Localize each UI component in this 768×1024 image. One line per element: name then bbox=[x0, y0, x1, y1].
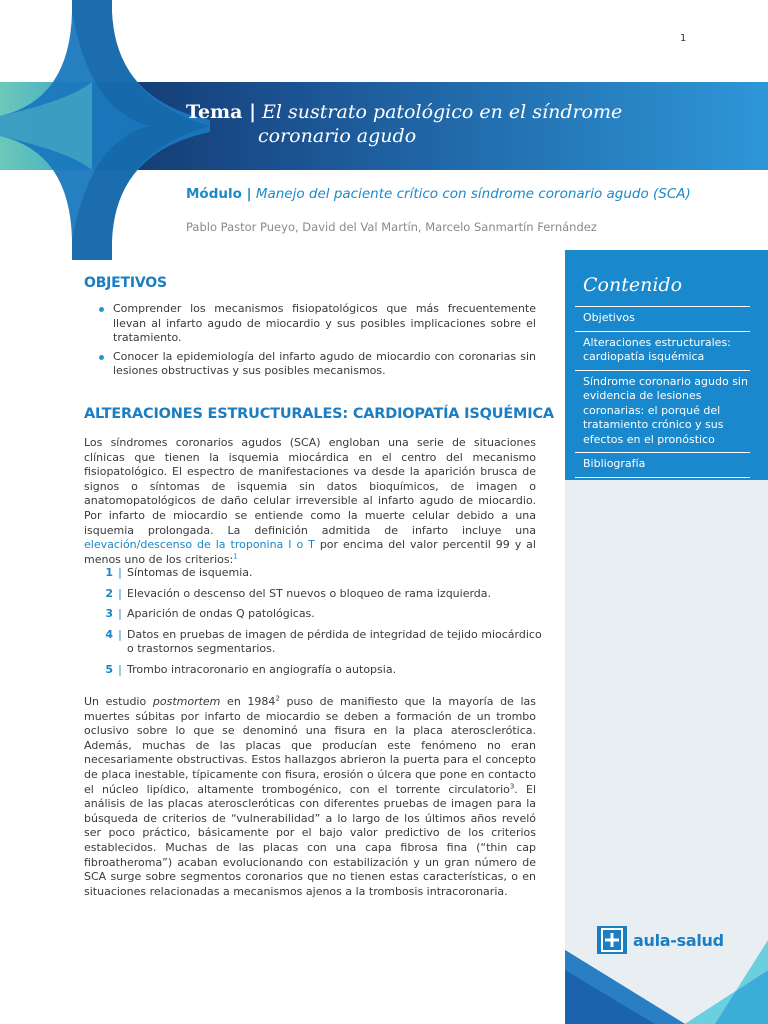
objective-item: Comprender los mecanismos fisiopatológicos que más frecuentemente llevan al infarto agudo de miocardio y sus posibles implicaciones sobre el tratamiento. bbox=[84, 302, 536, 346]
paragraph-text: Los síndromes coronarios agudos (SCA) engloban una serie de situaciones clínicas que tienen la isquemia miocárdica en el centro del mecanismo fisiopatológico. El espectro de manifestaciones va desde la aparición brusca de signos o síntomas de isquemia sin datos bioquímicos, de imagen o anatomopatológicos de daño celular irreversible al infarto agudo de miocardio. Por infarto de miocardio se entiende como la muerte celular debido a una isquemia prolongada. La definición admitida de infarto incluye una bbox=[84, 436, 536, 537]
objectives-list bbox=[84, 302, 536, 383]
paragraph-text-tail: por encima del valor percentil 99 y al menos uno de los criterios: bbox=[84, 538, 536, 566]
module-label: Módulo | bbox=[186, 186, 252, 202]
module-name: Manejo del paciente crítico con síndrome coronario agudo (SCA) bbox=[255, 186, 691, 202]
topic-title-line2: coronario agudo bbox=[258, 125, 417, 147]
topic-title-line1: El sustrato patológico en el síndrome bbox=[262, 101, 623, 123]
paragraph-text: en 1984 bbox=[220, 695, 276, 708]
intro-paragraph bbox=[84, 436, 536, 567]
objectives-heading: OBJETIVOS bbox=[84, 275, 167, 291]
criteria-item bbox=[92, 566, 542, 581]
criteria-separator: | bbox=[118, 586, 122, 600]
topic-label: Tema | bbox=[186, 101, 256, 123]
paragraph-text: puso de manifiesto que la mayoría de las muertes súbitas por infarto de miocardio se deben a formación de un trombo oclusivo sobre lo que se denominó una fisura en la placa aterosclerótica. Además, muchas de las placas que producían este fenómeno no eran necesariamente obstructivas. Estos hallazgos abrieron la puerta para el concepto de placa inestable, típicamente con fisura, erosión o úlcera que pone en contacto el núcleo lipídico, altamente trombogénico, con el torrente circulatorio bbox=[84, 695, 536, 796]
criteria-number: 4 bbox=[105, 627, 113, 641]
criteria-item bbox=[92, 628, 542, 657]
authors: Pablo Pastor Pueyo, David del Val Martín, Marcelo Sanmartín Fernández bbox=[186, 220, 597, 234]
toc-item-alteraciones[interactable]: Alteraciones estructurales: cardiopatía isquémica bbox=[575, 332, 750, 371]
criteria-separator: | bbox=[118, 627, 122, 641]
page-number: 1 bbox=[680, 33, 687, 44]
section-heading: ALTERACIONES ESTRUCTURALES: CARDIOPATÍA ISQUÉMICA bbox=[84, 406, 554, 422]
logo-text: aula-salud bbox=[633, 930, 724, 950]
table-of-contents bbox=[575, 306, 750, 478]
criteria-item bbox=[92, 663, 542, 678]
criteria-text: Aparición de ondas Q patológicas. bbox=[127, 607, 315, 621]
criteria-list bbox=[92, 566, 542, 684]
italic-term: postmortem bbox=[152, 695, 221, 708]
criteria-number: 5 bbox=[105, 662, 113, 676]
reference-superscript[interactable]: 1 bbox=[233, 552, 238, 561]
objective-item: Conocer la epidemiología del infarto agudo de miocardio con coronarias sin lesiones obstructivas y sus posibles mecanismos. bbox=[84, 350, 536, 379]
criteria-number: 1 bbox=[105, 566, 113, 579]
decorative-corner-graphic bbox=[565, 940, 768, 1024]
criteria-number: 2 bbox=[105, 586, 113, 600]
toc-item-objetivos[interactable]: Objetivos bbox=[575, 306, 750, 332]
paragraph-text: Un estudio bbox=[84, 695, 153, 708]
criteria-item bbox=[92, 587, 542, 602]
criteria-separator: | bbox=[118, 607, 122, 621]
module-title bbox=[186, 186, 756, 202]
reference-superscript[interactable]: 3 bbox=[509, 781, 515, 790]
criteria-separator: | bbox=[118, 566, 122, 579]
body-paragraph bbox=[84, 695, 536, 899]
reference-superscript[interactable]: 2 bbox=[275, 694, 280, 703]
toc-item-bibliografia[interactable]: Bibliografía bbox=[575, 453, 750, 478]
contents-title: Contenido bbox=[583, 274, 683, 296]
criteria-text: Síntomas de isquemia. bbox=[127, 566, 253, 579]
troponin-link[interactable]: elevación/descenso de la troponina I o T bbox=[84, 538, 315, 552]
criteria-separator: | bbox=[118, 662, 122, 676]
criteria-text: Trombo intracoronario en angiografía o autopsia. bbox=[127, 662, 397, 676]
topic-title bbox=[186, 100, 746, 148]
criteria-text: Datos en pruebas de imagen de pérdida de integridad de tejido miocárdico o trastornos segmentarios. bbox=[127, 627, 542, 656]
criteria-text: Elevación o descenso del ST nuevos o bloqueo de rama izquierda. bbox=[127, 586, 492, 600]
criteria-number: 3 bbox=[105, 607, 113, 621]
criteria-item bbox=[92, 607, 542, 622]
toc-item-sindrome[interactable]: Síndrome coronario agudo sin evidencia de lesiones coronarias: el porqué del tratamiento crónico y sus efectos en el pronóstico bbox=[575, 371, 750, 454]
paragraph-text: . El análisis de las placas ateroscleróticas con diferentes pruebas de imagen para la búsqueda de criterios de “vulnerabilidad” a lo largo de los últimos años reveló ser poco práctico, básicamente por el bajo valor predictivo de los criterios establecidos. Muchas de las placas con una capa fibrosa fina (“thin cap fibroatheroma”) acaban evolucionando con estabilización y un gran número de SCA surge sobre segmentos coronarios que no tienen estas características, o en situaciones relacionadas a mecanismos ajenos a la trombosis intracoronaria. bbox=[84, 782, 537, 898]
